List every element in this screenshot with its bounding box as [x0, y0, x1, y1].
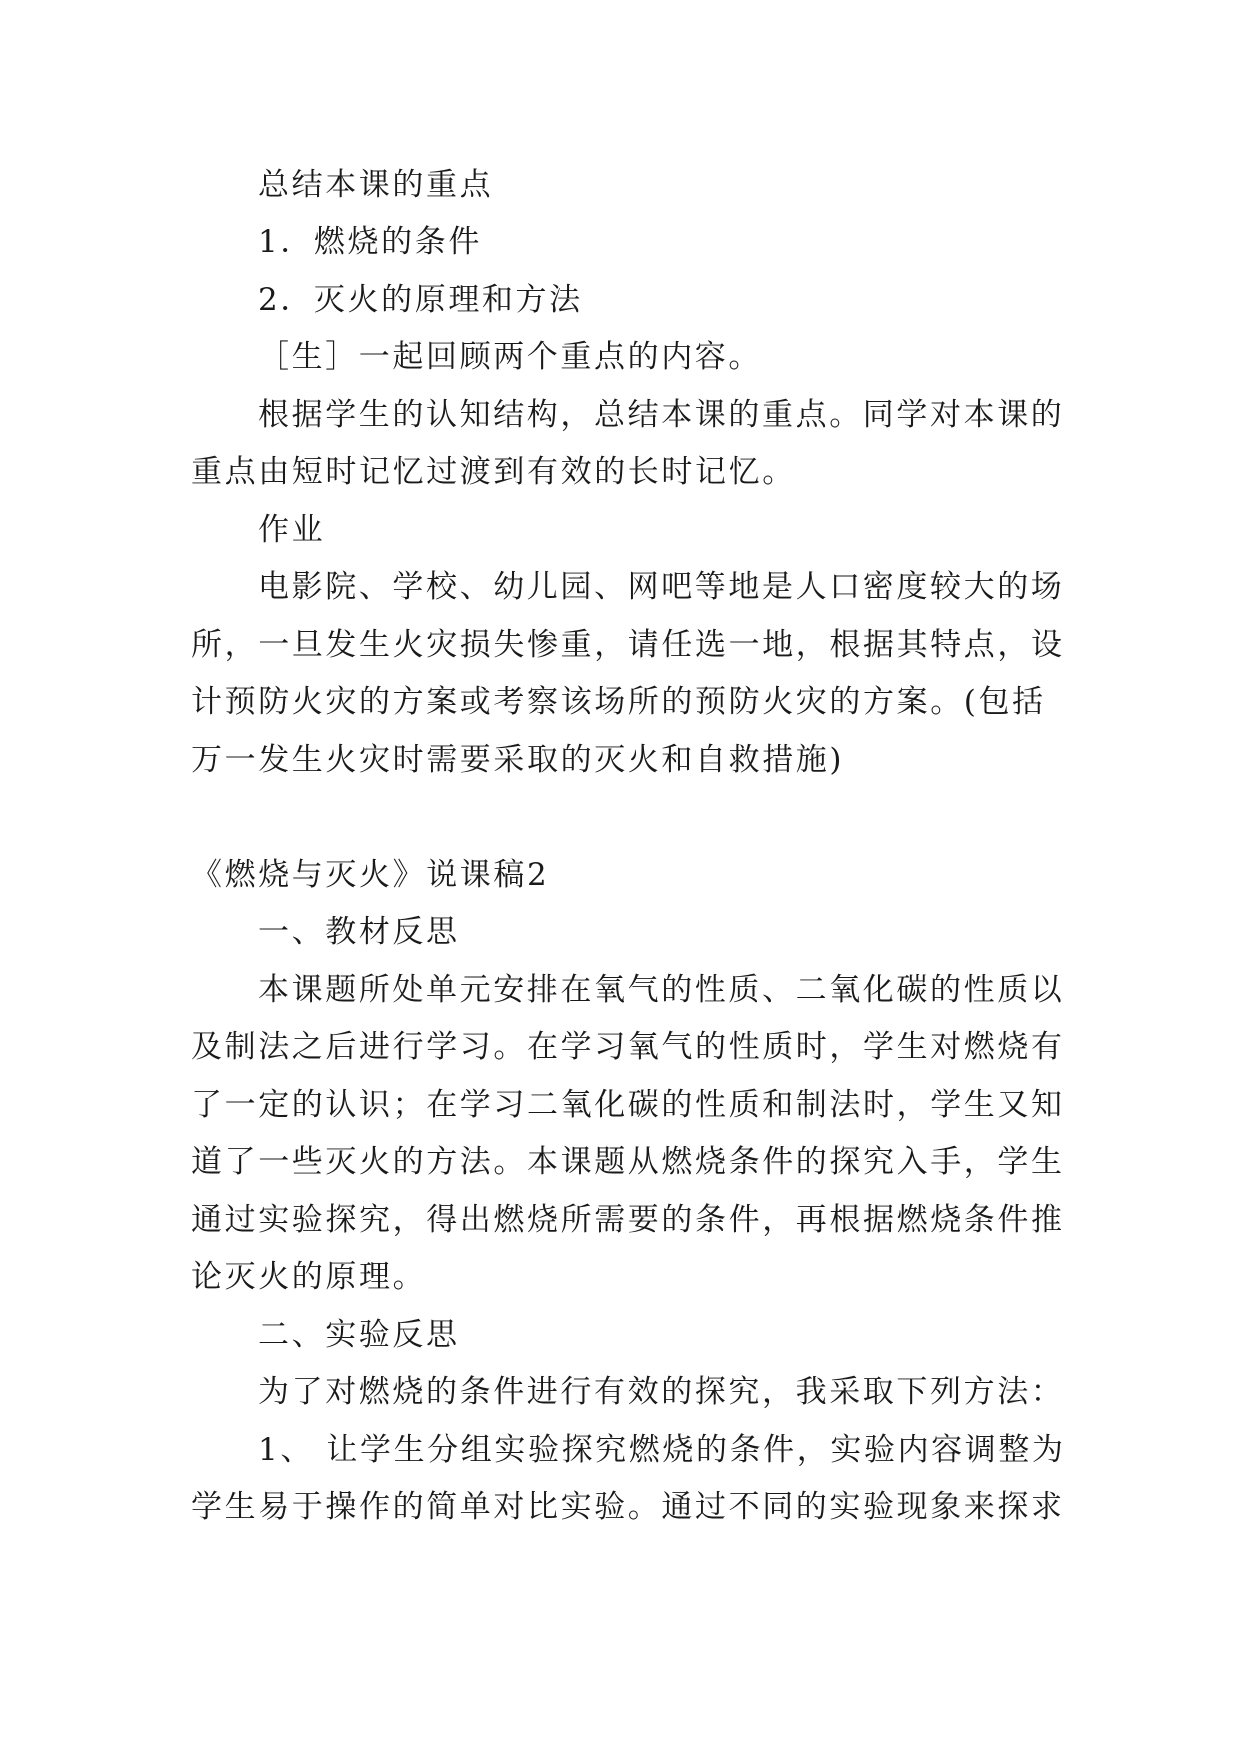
subsection-heading: 二、实验反思: [258, 1317, 460, 1353]
list-item-1: 1．燃烧的条件: [258, 224, 482, 260]
paragraph-line: 计预防火灾的方案或考察该场所的预防火灾的方案。(包括: [191, 684, 1046, 720]
paragraph-line: 学生易于操作的简单对比实验。通过不同的实验现象来探求: [191, 1489, 1065, 1525]
paragraph-line: 所，一旦发生火灾损失惨重，请任选一地，根据其特点，设: [191, 627, 1065, 663]
paragraph-line: 了一定的认识；在学习二氧化碳的性质和制法时，学生又知: [191, 1087, 1065, 1123]
subsection-heading: 一、教材反思: [258, 914, 460, 950]
student-line: ［生］一起回顾两个重点的内容。: [258, 339, 762, 375]
summary-heading: 总结本课的重点: [258, 167, 494, 203]
list-item-2: 2．灭火的原理和方法: [258, 282, 583, 318]
paragraph-line: 万一发生火灾时需要采取的灭火和自救措施): [191, 742, 845, 778]
paragraph-line: 1、 让学生分组实验探究燃烧的条件，实验内容调整为: [258, 1432, 1066, 1468]
paragraph-line: 通过实验探究，得出燃烧所需要的条件，再根据燃烧条件推: [191, 1202, 1065, 1238]
paragraph-line: 本课题所处单元安排在氧气的性质、二氧化碳的性质以: [258, 972, 1065, 1008]
paragraph-line: 根据学生的认知结构，总结本课的重点。同学对本课的: [258, 397, 1065, 433]
paragraph-line: 电影院、学校、幼儿园、网吧等地是人口密度较大的场: [258, 569, 1065, 605]
homework-heading: 作业: [258, 512, 326, 548]
paragraph-line: 论灭火的原理。: [191, 1259, 427, 1295]
paragraph-line: 重点由短时记忆过渡到有效的长时记忆。: [191, 454, 796, 490]
section-title: 《燃烧与灭火》说课稿2: [191, 857, 550, 893]
paragraph-line: 为了对燃烧的条件进行有效的探究，我采取下列方法：: [258, 1374, 1065, 1410]
paragraph-line: 及制法之后进行学习。在学习氧气的性质时，学生对燃烧有: [191, 1029, 1065, 1065]
paragraph-line: 道了一些灭火的方法。本课题从燃烧条件的探究入手，学生: [191, 1144, 1065, 1180]
